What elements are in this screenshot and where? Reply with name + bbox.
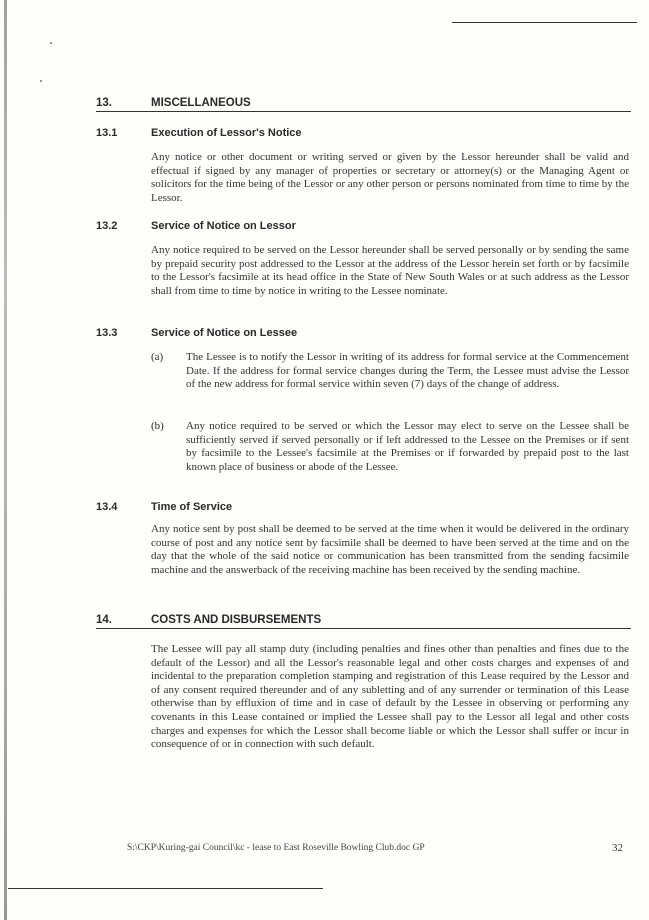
subsection-number: 13.4 [96, 501, 118, 513]
scan-speck [40, 80, 42, 82]
subsection-13-3-heading [96, 327, 297, 339]
section-13-heading [96, 97, 631, 112]
section-14-heading [96, 614, 631, 629]
bottom-rule [8, 888, 323, 889]
subsection-title: Service of Notice on Lessor [151, 220, 296, 232]
subsection-title: Service of Notice on Lessee [151, 327, 298, 339]
subsection-title: Time of Service [151, 501, 233, 513]
scan-speck [50, 42, 52, 44]
clause-13-4-text: Any notice sent by post shall be deemed to be served at the time when it would be delivered in the ordinary course of post and any notice sent by facsimile shall be deemed to have been served at the time and on the day that the whole of the said notice or communication has been transmitted from the sending facsimile machine and the answerback of the receiving machine has been received by the sending machine. [151, 523, 629, 576]
section-title: MISCELLANEOUS [151, 97, 251, 109]
page-number: 32 [612, 842, 623, 854]
item-text: Any notice required to be served or which the Lessor may elect to serve on the Lessee shall be sufficiently served if served personally or if left addressed to the Lessee on the Premises or if sent by facsimile to the Lessee's facsimile at the Premises or if forwarded by prepaid post to the last known place of business or abode of the Lessee. [186, 420, 629, 473]
clause-13-1-text: Any notice or other document or writing served or given by the Lessor hereunder shall be valid and effectual if signed by any manager of properties or secretary or attorney(s) or the Managing Agent or solicitors for the time being of the Lessor or any other person or persons nominated from time to time by the Lessor. [151, 151, 629, 204]
clause-14-text: The Lessee will pay all stamp duty (including penalties and fines other than penalties and fines due to the default of the Lessor) and all the Lessor's reasonable legal and other costs charges and expenses of and incidental to the preparation completion stamping and registration of this Lease required by the Lessor and of any consent required thereunder and of any subletting and of any surrender or termination of this Lease otherwise than by effluxion of time and in case of default by the Lessee in observing or performing any covenants in this Lease contained or implied the Lessee shall pay to the Lessor all legal and other costs charges and expenses for which the Lessor shall become liable or which the Lessor shall suffer or incur in consequence of or in connection with such default. [151, 643, 629, 751]
subsection-title: Execution of Lessor's Notice [151, 127, 302, 139]
document-path-footer: S:\CKP\Kuring-gai Council\kc - lease to East Roseville Bowling Club.doc GP [127, 843, 425, 853]
section-number: 14. [96, 614, 112, 626]
subsection-13-1-heading [96, 127, 302, 139]
item-label: (b) [151, 420, 164, 432]
clause-13-2-text: Any notice required to be served on the Lessor hereunder shall be served personally or by sending the same by prepaid security post addressed to the Lessor at the address of the Lessor herein set forth or by facsimile to the Lessor's facsimile at its head office in the State of New South Wales or at such address as the Lessor shall from time to time by notice in writing to the Lessee nominate. [151, 244, 629, 297]
subsection-13-2-heading [96, 220, 296, 232]
subsection-number: 13.1 [96, 127, 118, 139]
subsection-number: 13.3 [96, 327, 118, 339]
subsection-number: 13.2 [96, 220, 118, 232]
section-number: 13. [96, 97, 112, 109]
subsection-13-4-heading [96, 501, 232, 513]
item-label: (a) [151, 351, 164, 363]
scan-edge [4, 0, 7, 920]
item-text: The Lessee is to notify the Lessor in writing of its address for formal service at the Commencement Date. If the address for formal service changes during the Term, the Lessee must advise the Lessor of the new address for formal service within seven (7) days of the change of address. [186, 351, 629, 391]
section-title: COSTS AND DISBURSEMENTS [151, 614, 322, 626]
top-rule [452, 22, 637, 23]
